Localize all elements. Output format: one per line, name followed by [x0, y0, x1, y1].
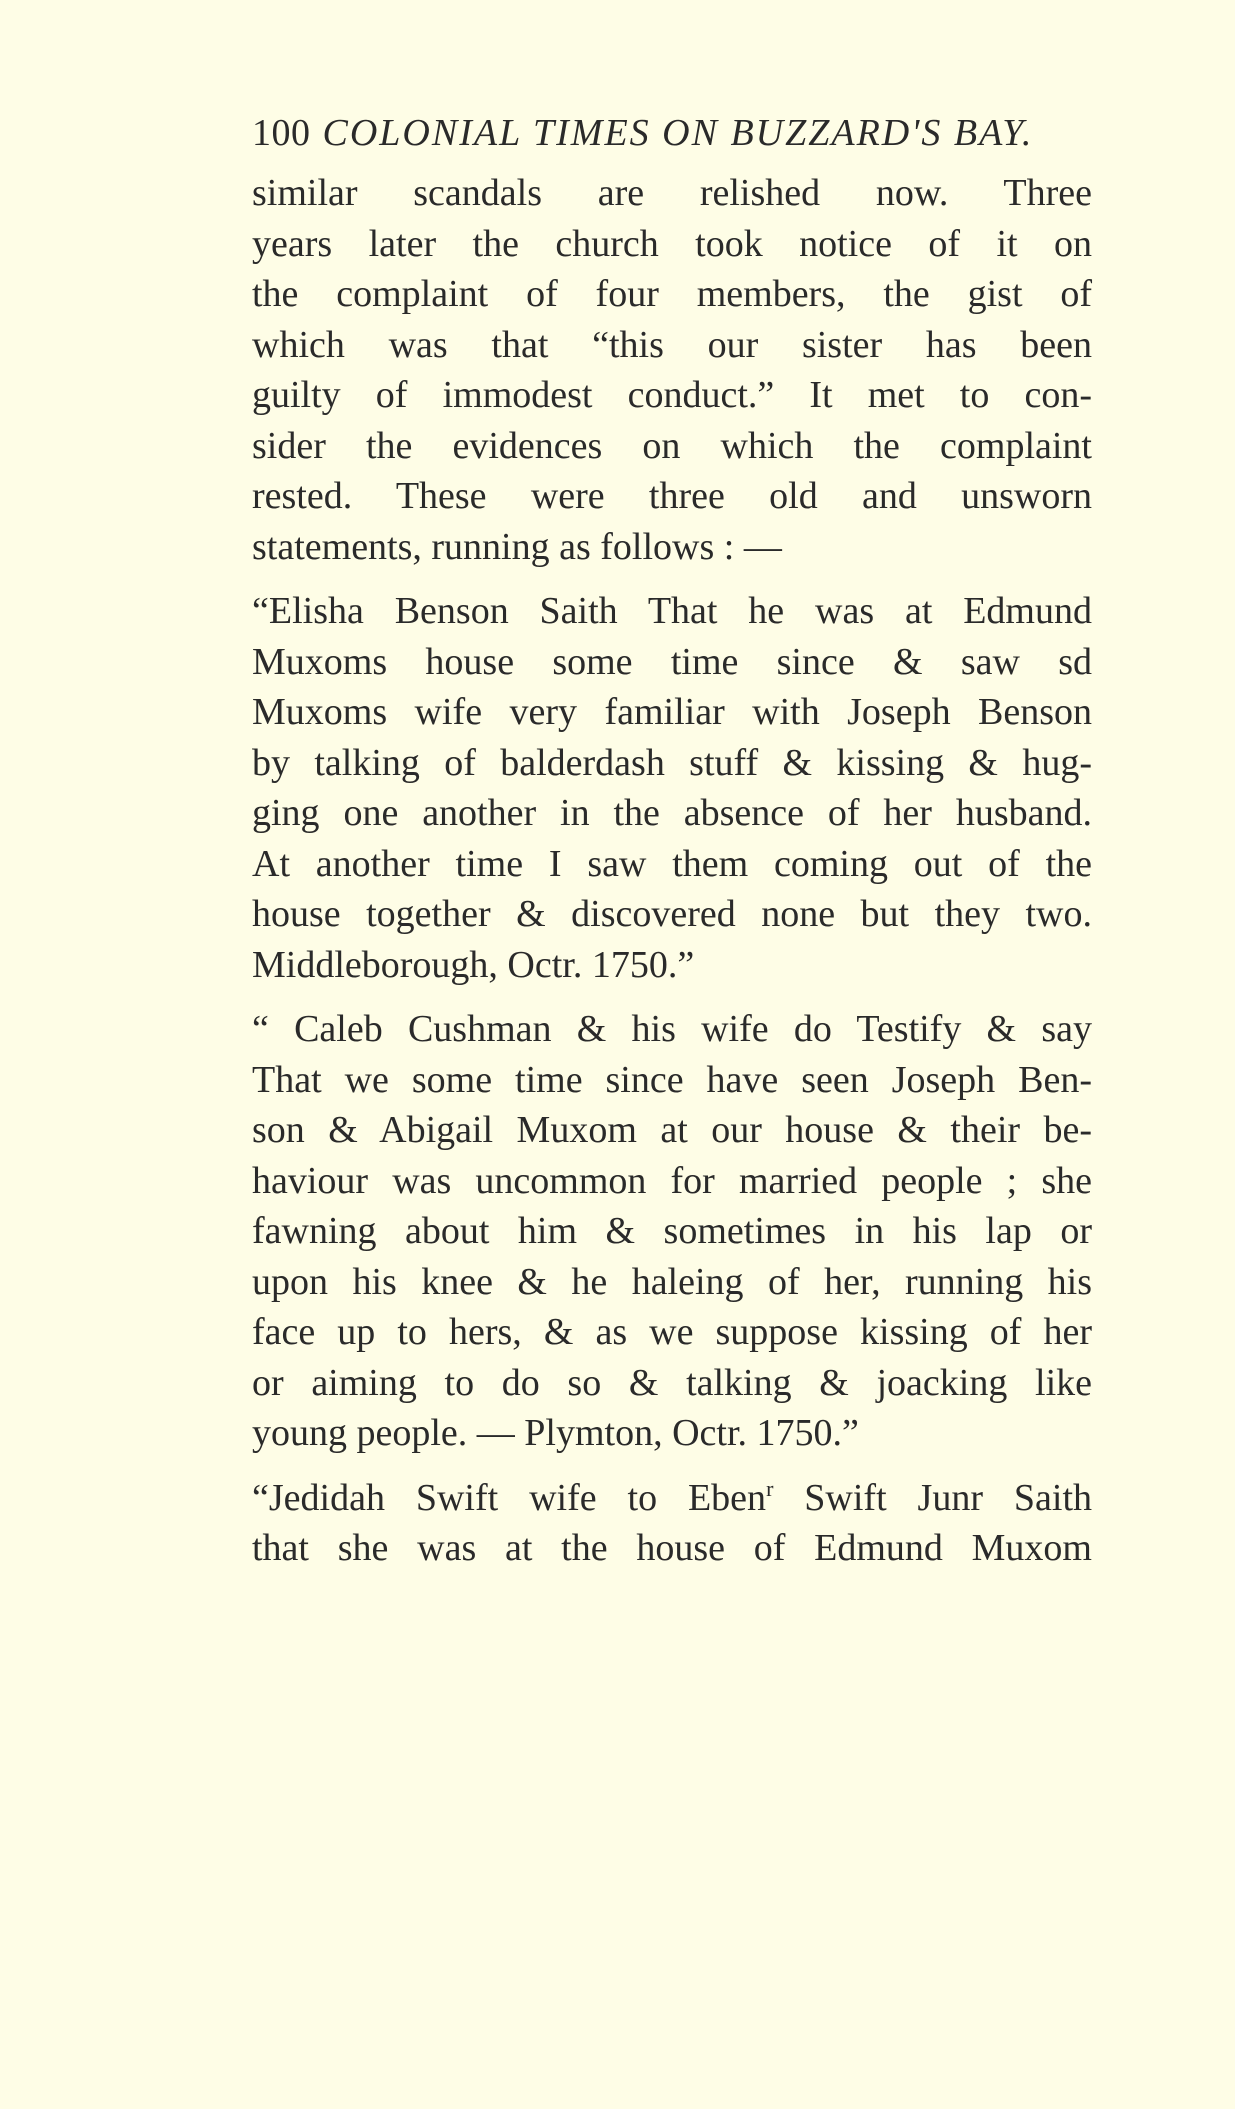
- text-line: which was that “this our sister has been: [252, 323, 1092, 366]
- text-line-with-superscript: [252, 1473, 1092, 1524]
- text-line: At another time I saw them coming out of the: [252, 842, 1092, 885]
- text-line: fawning about him & sometimes in his lap or: [252, 1210, 1092, 1252]
- superscript: r: [766, 1475, 774, 1501]
- text-line: years later the church took notice of it on: [252, 222, 1092, 265]
- text-line: that she was at the house of Edmund Muxom: [252, 1527, 1092, 1569]
- text-line: the complaint of four members, the gist of: [252, 273, 1092, 315]
- page-number: 100: [252, 112, 311, 154]
- text-line: guilty of immodest conduct.” It met to con-: [252, 374, 1092, 416]
- book-page: [252, 108, 1092, 1574]
- text-line: face up to hers, & as we suppose kissing of her: [252, 1311, 1092, 1353]
- text-line: or aiming to do so & talking & joacking like: [252, 1361, 1092, 1404]
- text-line: sider the evidences on which the complaint: [252, 424, 1092, 467]
- text-line: upon his knee & he haleing of her, running his: [252, 1260, 1092, 1303]
- text-line: That we some time since have seen Joseph Ben-: [252, 1058, 1092, 1101]
- text-line: statements, running as follows : —: [252, 525, 782, 568]
- text-line: Muxoms wife very familiar with Joseph Benson: [252, 691, 1092, 733]
- text-line: similar scandals are relished now. Three: [252, 172, 1092, 214]
- text-line: Muxoms house some time since & saw sd: [252, 640, 1092, 683]
- text-line: young people. — Plymton, Octr. 1750.”: [252, 1412, 859, 1454]
- text-line: “Elisha Benson Saith That he was at Edmund: [252, 590, 1092, 632]
- paragraph-3: [252, 1004, 1092, 1459]
- text-line: haviour was uncommon for married people ; she: [252, 1159, 1092, 1202]
- text-line: house together & discovered none but they two.: [252, 893, 1092, 935]
- text-line: rested. These were three old and unsworn: [252, 475, 1092, 517]
- text-line: “ Caleb Cushman & his wife do Testify & say: [252, 1008, 1092, 1050]
- text-line: by talking of balderdash stuff & kissing & hug-: [252, 741, 1092, 784]
- running-title: COLONIAL TIMES ON BUZZARD'S BAY.: [322, 112, 1034, 154]
- text-fragment: Swift Junr Saith: [773, 1476, 1092, 1519]
- text-line: son & Abigail Muxom at our house & their be-: [252, 1109, 1092, 1151]
- paragraph-4: [252, 1473, 1092, 1574]
- running-head: [252, 108, 1092, 158]
- text-fragment: “Jedidah Swift wife to Eben: [252, 1476, 767, 1519]
- paragraph-2: [252, 586, 1092, 990]
- text-line: ging one another in the absence of her husband.: [252, 792, 1092, 834]
- paragraph-1: [252, 168, 1092, 572]
- text-line: Middleborough, Octr. 1750.”: [252, 943, 695, 986]
